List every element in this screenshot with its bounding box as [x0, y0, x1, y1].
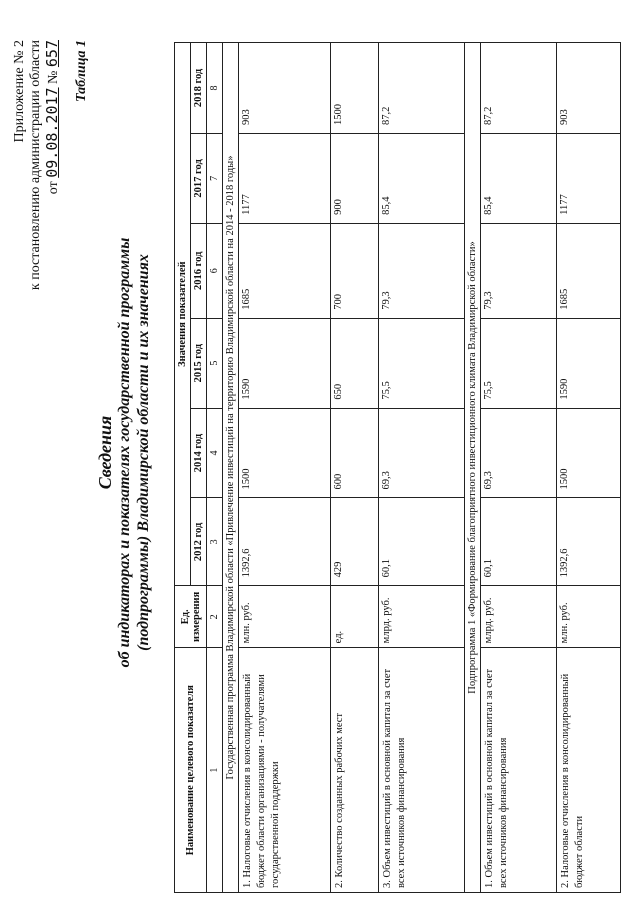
indicator-value: 69,3 [379, 408, 465, 498]
indicator-value: 60,1 [481, 498, 557, 586]
table-label: Таблица 1 [74, 40, 89, 102]
appendix-resolution: к постановлению администрации области [28, 40, 43, 291]
column-number: 5 [207, 318, 223, 408]
indicator-name: 1. Объем инвестиций в основной капитал за счет всех источников финансирования [481, 648, 557, 893]
section-row [465, 43, 481, 893]
indicator-value: 75,5 [481, 318, 557, 408]
section-subprogram-title: Подпрограмма 1 «Формирование благоприятного инвестиционного климата Владимирской области» [465, 43, 481, 893]
appendix-header [12, 40, 62, 290]
indicator-value: 60,1 [379, 498, 465, 586]
indicator-value: 79,3 [481, 223, 557, 318]
section-row [223, 43, 239, 893]
title-line-3: (подпрограммы) Владимирской области и их значениях [135, 254, 152, 651]
document-title [96, 130, 153, 775]
indicator-value: 1392,6 [239, 498, 331, 586]
indicator-value: 1500 [557, 408, 621, 498]
indicator-name: 1. Налоговые отчисления в консолидированный бюджет области организациями - получателями государственной поддержки [239, 648, 331, 893]
column-number: 3 [207, 498, 223, 586]
header-name: Наименование целевого показателя [175, 648, 207, 893]
indicator-value: 87,2 [481, 43, 557, 134]
table-row [239, 43, 331, 893]
indicator-unit: ед. [331, 586, 379, 648]
title-line-2: об индикаторах и показателях государственной программы [116, 237, 133, 668]
indicator-value: 1590 [557, 318, 621, 408]
indicator-name: 2. Налоговые отчисления в консолидированный бюджет области [557, 648, 621, 893]
indicator-value: 900 [331, 133, 379, 223]
indicator-name: 2. Количество созданных рабочих мест [331, 648, 379, 893]
indicator-name: 3. Объем инвестиций в основной капитал за счет всех источников финансирования [379, 648, 465, 893]
indicator-unit: млн. руб. [557, 586, 621, 648]
column-number: 8 [207, 43, 223, 134]
indicator-value: 650 [331, 318, 379, 408]
indicator-value: 85,4 [481, 133, 557, 223]
indicator-value: 1177 [239, 133, 331, 223]
table-row [331, 43, 379, 893]
header-year: 2016 год [191, 223, 207, 318]
appendix-number: Приложение № 2 [12, 40, 27, 143]
header-unit: Ед. измерения [175, 586, 207, 648]
appendix-date-line [44, 40, 62, 290]
table-row [557, 43, 621, 893]
indicator-value: 79,3 [379, 223, 465, 318]
column-numbers-row [207, 43, 223, 893]
indicator-value: 600 [331, 408, 379, 498]
table-row [481, 43, 557, 893]
header-year: 2017 год [191, 133, 207, 223]
number-sign: № [46, 70, 61, 84]
column-number: 4 [207, 408, 223, 498]
header-year: 2014 год [191, 408, 207, 498]
indicator-unit: млрд. руб. [481, 586, 557, 648]
indicator-value: 903 [239, 43, 331, 134]
indicator-value: 1685 [239, 223, 331, 318]
indicator-value: 1500 [239, 408, 331, 498]
header-year: 2015 год [191, 318, 207, 408]
indicator-value: 75,5 [379, 318, 465, 408]
column-number: 2 [207, 586, 223, 648]
indicator-value: 1590 [239, 318, 331, 408]
header-year: 2012 год [191, 498, 207, 586]
indicator-value: 700 [331, 223, 379, 318]
column-number: 6 [207, 223, 223, 318]
indicator-value: 87,2 [379, 43, 465, 134]
column-number: 7 [207, 133, 223, 223]
indicator-value: 429 [331, 498, 379, 586]
title-line-1: Сведения [95, 415, 115, 490]
resolution-number: 657 [43, 40, 61, 68]
indicator-value: 1685 [557, 223, 621, 318]
header-values-group: Значения показателей [175, 43, 191, 586]
indicator-unit: млрд. руб. [379, 586, 465, 648]
table-row [379, 43, 465, 893]
section-program-title: Государственная программа Владимирской области «Привлечение инвестиций на территорию Владимирской области на 2014 - 2018 годы» [223, 43, 239, 893]
indicator-value: 1500 [331, 43, 379, 134]
indicator-unit: млн. руб. [239, 586, 331, 648]
indicators-table [174, 42, 621, 893]
resolution-date: 09.08.2017 [43, 87, 61, 178]
date-prefix: от [46, 181, 61, 195]
header-row-1 [175, 43, 191, 893]
indicator-value: 85,4 [379, 133, 465, 223]
column-number: 1 [207, 648, 223, 893]
indicator-value: 903 [557, 43, 621, 134]
header-year: 2018 год [191, 43, 207, 134]
indicator-value: 1177 [557, 133, 621, 223]
indicator-value: 69,3 [481, 408, 557, 498]
indicator-value: 1392,6 [557, 498, 621, 586]
